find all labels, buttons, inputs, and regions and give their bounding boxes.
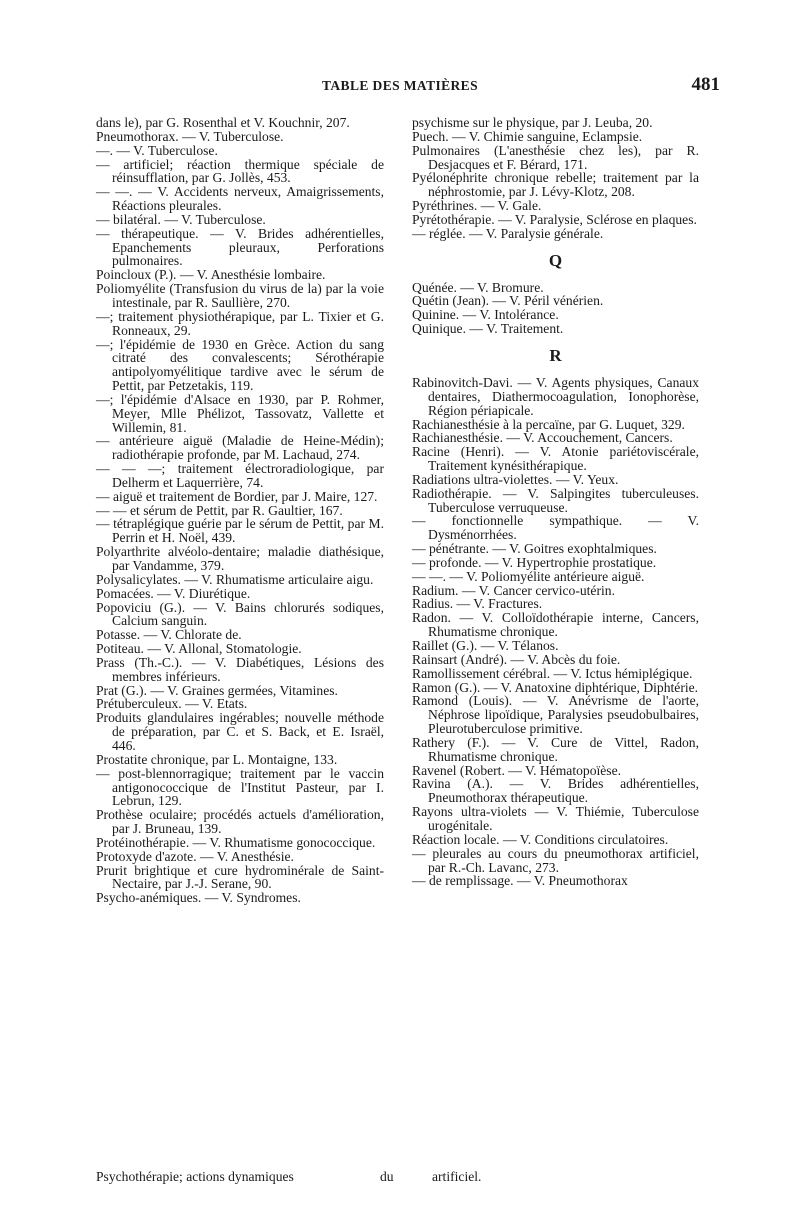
index-entry: Radius. — V. Fractures.	[412, 596, 543, 612]
index-entry: Prat (G.). — V. Graines germées, Vitamines.	[96, 682, 338, 698]
section-r-entries	[412, 376, 699, 888]
index-entry: Radiothérapie. — V. Salpingites tuberculeuses. Tuberculose verruqueuse.	[412, 485, 699, 515]
index-entry: Prostatite chronique, par L. Montaigne, 133.	[96, 751, 338, 767]
index-entry: Quétin (Jean). — V. Péril vénérien.	[412, 293, 604, 309]
section-letter-q: Q	[548, 250, 563, 270]
index-entry: —; l'épidémie d'Alsace en 1930, par P. Rohmer, Meyer, Mlle Phélizot, Tassovatz, Vallette et Willemin, 81.	[96, 391, 384, 435]
index-entry: psychisme sur le physique, par J. Leuba, 20.	[412, 115, 653, 130]
index-entry: Radon. — V. Colloïdothérapie interne, Cancers, Rhumatisme chronique.	[412, 610, 699, 640]
index-entry: Prétuberculeux. — V. Etats.	[96, 696, 248, 712]
index-entry: — pénétrante. — V. Goitres exophtalmiques.	[412, 541, 657, 557]
index-entry: — — —; traitement électroradiologique, par Delherm et Laquerrière, 74.	[96, 461, 384, 490]
tail-line	[96, 1170, 700, 1184]
index-entry: Radium. — V. Cancer cervico-utérin.	[412, 582, 615, 598]
tail-line-start: Psychothérapie; actions dynamiques	[96, 1169, 294, 1184]
tail-line-end: artificiel.	[432, 1169, 482, 1184]
index-entry: dans le), par G. Rosenthal et V. Kouchnir, 207.	[96, 115, 350, 130]
index-entry: Ramond (Louis). — V. Anévrisme de l'aorte, Néphrose lipoïdique, Paralysies pseudobulbaires, Pleurotuberculose primitive.	[412, 693, 699, 737]
index-entry: Popoviciu (G.). — V. Bains chlorurés sodiques, Calcium sanguin.	[96, 599, 384, 629]
index-entry: — aiguë et traitement de Bordier, par J. Maire, 127.	[96, 488, 378, 504]
index-entry: Ramon (G.). — V. Anatoxine diphtérique, Diphtérie.	[412, 679, 699, 695]
section-letter-r: R	[549, 345, 562, 365]
index-entry: — post-blennorragique; traitement par le vaccin antigonococcique de l'Institut Pasteur, par I. Lebrun, 129.	[96, 765, 384, 809]
index-entry: Poincloux (P.). — V. Anesthésie lombaire.	[96, 267, 326, 283]
index-entry: Puech. — V. Chimie sanguine, Eclampsie.	[412, 128, 643, 144]
index-entry: Ravina (A.). — V. Brides adhérentielles, Pneumothorax thérapeutique.	[412, 776, 699, 806]
index-entry: — de remplissage. — V. Pneumothorax	[412, 873, 628, 889]
index-entry: Pulmonaires (L'anesthésie chez les), par R. Desjacques et F. Bérard, 171.	[412, 142, 699, 172]
index-entry: Pomacées. — V. Diurétique.	[96, 585, 251, 601]
index-entry: Pyréthrines. — V. Gale.	[412, 198, 542, 214]
index-entry: —; traitement physiothérapique, par L. Tixier et G. Ronneaux, 29.	[96, 308, 384, 338]
index-entry: — réglée. — V. Paralysie générale.	[412, 225, 604, 241]
index-entry: Ravenel (Robert. — V. Hématopoïèse.	[412, 762, 622, 778]
index-entry: — pleurales au cours du pneumothorax artificiel, par R.-Ch. Lavanc, 273.	[412, 845, 699, 875]
right-column	[412, 116, 699, 888]
index-entry: Polyarthrite alvéolo-dentaire; maladie diathésique, par Vandamme, 379.	[96, 544, 384, 573]
index-entry: — artificiel; réaction thermique spéciale de réinsufflation, par G. Jollès, 453.	[96, 156, 384, 186]
index-entry: — antérieure aiguë (Maladie de Heine-Médin); radiothérapie profonde, par M. Lachaud, 274.	[96, 433, 384, 463]
index-entry: Rachianesthésie à la percaïne, par G. Luquet, 329.	[412, 416, 685, 432]
index-entry: Racine (Henri). — V. Atonie pariétoviscérale, Traitement kynésithérapique.	[412, 444, 699, 474]
left-column	[96, 116, 384, 905]
index-entry: — —. — V. Poliomyélite antérieure aiguë.	[412, 568, 645, 584]
tail-line-du: du	[380, 1169, 394, 1184]
index-entry: — fonctionnelle sympathique. — V. Dysménorrhées.	[412, 513, 699, 543]
index-entry: Pneumothorax. — V. Tuberculose.	[96, 128, 284, 144]
index-entry: — thérapeutique. — V. Brides adhérentielles, Epanchements pleuraux, Perforations pulmonaires.	[96, 225, 384, 269]
index-entry: Rainsart (André). — V. Abcès du foie.	[412, 651, 621, 667]
index-entry: Pyrétothérapie. — V. Paralysie, Sclérose en plaques.	[412, 211, 697, 227]
index-entry: — profonde. — V. Hypertrophie prostatique.	[412, 554, 657, 570]
index-entry: — tétraplégique guérie par le sérum de Pettit, par M. Perrin et H. Noël, 439.	[96, 516, 384, 546]
index-entry: Rabinovitch-Davi. — V. Agents physiques, Canaux dentaires, Diathermocoagulation, Ionophorèse, Région périapicale.	[412, 374, 699, 418]
index-entry: Potasse. — V. Chlorate de.	[96, 627, 242, 643]
index-entry: Raillet (G.). — V. Télanos.	[412, 638, 559, 653]
index-entry: Radiations ultra-violettes. — V. Yeux.	[412, 471, 619, 487]
index-entry: Rachianesthésie. — V. Accouchement, Cancers.	[412, 430, 673, 446]
index-entry: Poliomyélite (Transfusion du virus de la) par la voie intestinale, par R. Saullière, 270.	[96, 281, 384, 310]
index-entry: — — et sérum de Pettit, par R. Gaultier, 167.	[96, 502, 343, 518]
page-number: 481	[691, 74, 720, 95]
running-title: TABLE DES MATIÈRES	[322, 78, 478, 93]
index-entry: Rathery (F.). — V. Cure de Vittel, Radon, Rhumatisme chronique.	[412, 734, 699, 764]
index-entry: Protéinothérapie. — V. Rhumatisme gonococcique.	[96, 834, 376, 850]
index-entry: Rayons ultra-violets — V. Thiémie, Tuberculose urogénitale.	[412, 804, 699, 833]
index-entry: —. — V. Tuberculose.	[96, 142, 218, 158]
index-entry: Protoxyde d'azote. — V. Anesthésie.	[96, 848, 294, 864]
index-entry: Réaction locale. — V. Conditions circulatoires.	[412, 831, 669, 847]
index-entry: Psycho-anémiques. — V. Syndromes.	[96, 890, 301, 906]
index-entry: Produits glandulaires ingérables; nouvelle méthode de préparation, par C. et S. Back, et E. Israël, 446.	[96, 710, 384, 753]
index-entry: Quénée. — V. Bromure.	[412, 279, 544, 295]
index-entry: Prass (Th.-C.). — V. Diabétiques, Lésions des membres inférieurs.	[96, 654, 384, 684]
right-column-top-entries	[412, 116, 699, 241]
index-entry: Pyélonéphrite chronique rebelle; traitement par la néphrostomie, par J. Lévy-Klotz, 208.	[412, 170, 699, 200]
index-entry: —; l'épidémie de 1930 en Grèce. Action du sang citraté des convalescents; Sérothérapie antipolyomyélitique tardive avec le sérum de Pettit, par Petzetakis, 119.	[96, 336, 384, 394]
index-entry: — bilatéral. — V. Tuberculose.	[96, 211, 266, 227]
index-entry: — —. — V. Accidents nerveux, Amaigrissements, Réactions pleurales.	[96, 184, 384, 214]
index-entry: Prothèse oculaire; procédés actuels d'amélioration, par J. Bruneau, 139.	[96, 807, 384, 837]
index-entry: Quinique. — V. Traitement.	[412, 321, 564, 337]
index-entry: Prurit brightique et cure hydrominérale de Saint-Nectaire, par J.-J. Serane, 90.	[96, 862, 384, 892]
index-entry: Quinine. — V. Intolérance.	[412, 307, 559, 323]
section-q-entries	[412, 281, 699, 336]
index-entry: Ramollissement cérébral. — V. Ictus hémiplégique.	[412, 665, 693, 681]
index-entry: Potiteau. — V. Allonal, Stomatologie.	[96, 641, 302, 657]
index-entry: Polysalicylates. — V. Rhumatisme articulaire aigu.	[96, 571, 374, 587]
